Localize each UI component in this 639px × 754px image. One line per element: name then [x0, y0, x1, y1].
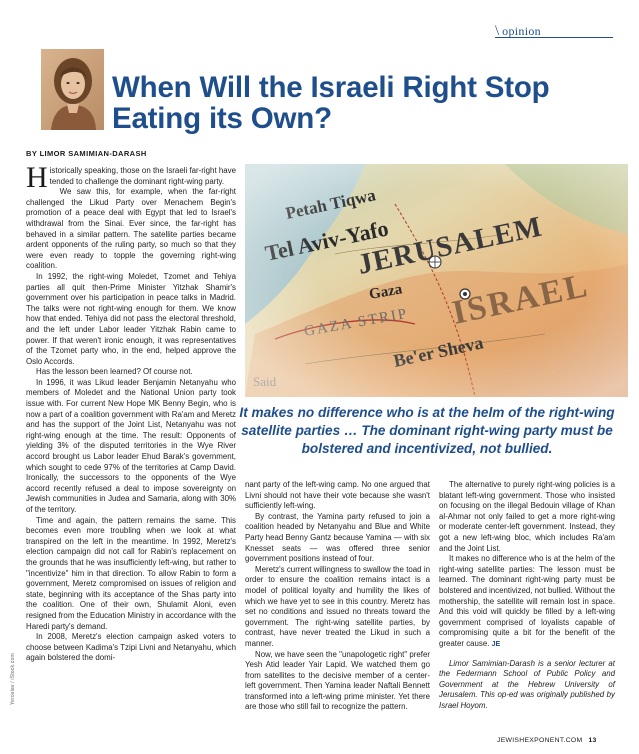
body-paragraph: In 1992, the right-wing Moledet, Tzomet and Tehiya parties all quit then-Prime Minister Yitzhak Shamir's government over his participation in peace talks in Madrid. The talks were not right-wing enough for them. We know how that ended. Tehiya did not pass the electoral threshold, and the left under Labor leader Yitzhak Rabin came to power. If that weren't ironic enough, it was representatives of the Tzomet party who, in the end, helped approve the Oslo Accords.: [26, 271, 236, 366]
body-paragraph: In 1996, it was Likud leader Benjamin Netanyahu who members of Moledet and the National Union party took issue with. For current New Hope MK Benny Begin, who is now a part of a coalition government with Ra'am and Meretz and has the support of the Joint List, Netanyahu was not right-wing enough at the time. The result: Opponents of yielding 3% of the disputed territories in the Wye River accord brought us Labor leader Ehud Barak's government, which sought to cede 97% of the territories at Camp David. Ironically, the successors to the opponents of the Wye accord recently refused a deal to impose sovereignty on Jewish communities in Judea and Samaria, along with 30% of the territory.: [26, 377, 236, 514]
body-paragraph: By contrast, the Yamina party refused to join a coalition headed by Netanyahu and Blue and White Party head Benny Gantz because Yamina — with six Knesset seats — was offered three senior government positions instead of four.: [245, 511, 430, 564]
map-photo: [245, 164, 628, 397]
column-3: [439, 480, 615, 711]
closing-text: It makes no difference who is at the helm of the right-wing satellite parties: The lesson must be learned. The dominant right-wing party must be bolstered and incentivized, not bullied. Without the mothership, the satellite will remain lost in space. And this void will quickly be filled by a left-wing government comprised of loyalists capable of compromising quite a bit for the benefit of the greater cause.: [439, 554, 615, 648]
body-paragraph: [439, 554, 615, 650]
body-paragraph: Meretz's current willingness to swallow the toad in order to ensure the coalition remains intact is a model of political loyalty and humility the likes of which we have yet to see in this country. Meretz has set no conditions and issued no threats toward the government. The right-wing satellite parties, by contrast, have never treated the Likud in such a manner.: [245, 564, 430, 648]
section-rule: [495, 37, 613, 38]
byline: BY LIMOR SAMIMIAN-DARASH: [26, 149, 147, 158]
body-paragraph: Time and again, the pattern remains the same. This becomes even more troubling when we look at what transpired on the left in the meantime. In 1992, Meretz's election campaign did not call for Rabin's replacement on the grounds that he was insufficiently left-wing, but rather to "incentivize" him in that direction. To allow Rabin to form a government, Meretz compromised on issues of religion and state, beginning with its acceptance of the Shas party into the coalition. One of their own, Shulamit Aloni, even resigned from the Education Ministry in accordance with the Haredi party's demand.: [26, 515, 236, 631]
body-paragraph: The alternative to purely right-wing policies is a blatant left-wing government. Those who insisted on focusing on the illegal Bedouin village of Khan al-Ahmar not only failed to get a more right-wing or moderate center-left government. Instead, they got a new left-wing bloc, which includes Ra'am and the Joint List.: [439, 480, 615, 553]
author-bio: Limor Samimian-Darash is a senior lecturer at the Federmann School of Public Policy and Government at the Hebrew University of Jerusalem. This op-ed was originally published by Israel Hoyom.: [439, 658, 615, 710]
body-paragraph: We saw this, for example, when the far-right challenged the Likud Party over Menachem Begin's promotion of a peace deal with Egypt that led to Israel's withdrawal from the Sinai. Ever since, the far-right has behaved in a similar pattern. The satellite parties became ardent opponents of the ruling party, so much so that they were even ready to topple the governing right-wing coalition.: [26, 187, 236, 271]
column-1-top: [26, 161, 236, 664]
footer-site: JEWISHEXPONENT.COM: [497, 737, 583, 744]
body-paragraph: Has the lesson been learned? Of course not.: [36, 367, 193, 377]
article-headline: When Will the Israeli Right Stop Eating its Own?: [112, 71, 550, 135]
section-tag: [495, 24, 541, 38]
end-mark: JE: [491, 640, 501, 648]
body-paragraph: Now, we have seen the "unapologetic right" prefer Yesh Atid leader Yair Lapid. We watched them go from satellites to the decisive member of a center-left government. Then Yamina leader Naftali Bennett transformed into a left-wing prime minister. Yet there are those who still fail to recognize the pattern.: [245, 649, 430, 712]
photo-credit: Yeroslav / iStock.com: [10, 653, 16, 705]
page-footer: [497, 737, 597, 744]
pull-quote: It makes no difference who is at the helm of the right-wing satellite parties … The dominant right-wing party must be bolstered and incentivized, not bullied.: [239, 405, 615, 456]
lead-paragraph: [26, 161, 236, 194]
body-paragraph: In 2008, Meretz's election campaign asked voters to choose between Kadima's Tzipi Livni and Netanyahu, which again bolstered the domi-: [26, 632, 236, 663]
author-photo: [41, 49, 104, 130]
section-slash: \: [495, 22, 500, 39]
lead-text: istorically speaking, those on the Israeli far-right have tended to challenge the dominant right-wing party.: [49, 166, 236, 186]
map-graphic: [245, 164, 628, 397]
drop-cap: H: [26, 161, 48, 194]
body-paragraph: nant party of the left-wing camp. No one argued that Livni should not have their vote because she wasn't sufficiently left-wing.: [245, 480, 430, 511]
page-number: 13: [588, 737, 597, 744]
column-2: [245, 480, 430, 713]
section-label: opinion: [502, 23, 541, 38]
author-photo-graphic: [41, 49, 104, 130]
